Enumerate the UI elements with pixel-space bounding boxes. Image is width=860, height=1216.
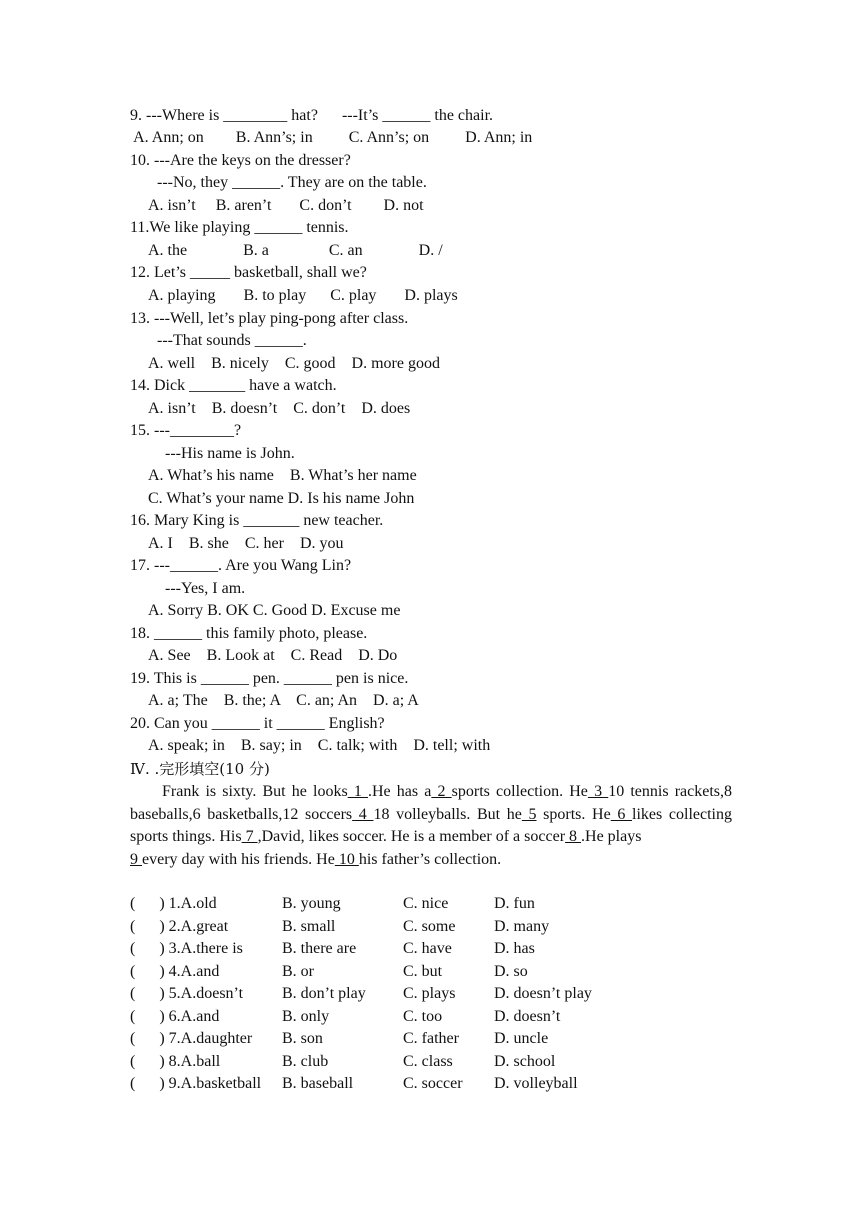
question-12-stem: 12. Let’s _____ basketball, shall we?	[130, 264, 367, 281]
question-15-options: A. What’s his name B. What’s her name	[148, 467, 417, 484]
cloze-text: sports. He	[536, 805, 611, 823]
cloze-text: likes collecting sports things. His	[130, 805, 732, 846]
cloze-blank-7: 7	[241, 828, 258, 846]
cloze-option-row-9	[130, 1074, 732, 1094]
option-b: B. don’t play	[282, 985, 366, 1002]
cloze-text: every day with his friends. He	[142, 850, 335, 868]
question-13-stem: 13. ---Well, let’s play ping-pong after class.	[130, 310, 409, 327]
option-b: B. there are	[282, 940, 357, 957]
cloze-blank-9: 9	[130, 850, 142, 868]
cloze-option-row-5	[130, 984, 732, 1004]
option-b: B. son	[282, 1030, 323, 1047]
cloze-blank-8: 8	[565, 828, 582, 846]
cloze-option-row-6	[130, 1007, 732, 1027]
option-c: C. some	[403, 918, 456, 935]
question-11-stem: 11.We like playing ______ tennis.	[130, 219, 349, 236]
option-c: C. have	[403, 940, 452, 957]
cloze-text: his father’s collection.	[358, 850, 502, 868]
question-11-options: A. the B. a C. an D. /	[148, 242, 443, 259]
option-b: B. small	[282, 918, 336, 935]
option-d: D. doesn’t	[494, 1008, 561, 1025]
question-10-stem: 10. ---Are the keys on the dresser?	[130, 152, 351, 169]
question-20-stem: 20. Can you ______ it ______ English?	[130, 715, 385, 732]
question-19-options: A. a; The B. the; A C. an; An D. a; A	[148, 692, 419, 709]
option-c: C. plays	[403, 985, 456, 1002]
question-14-options: A. isn’t B. doesn’t C. don’t D. does	[148, 400, 411, 417]
cloze-paragraph-1	[130, 781, 732, 849]
question-10-options: A. isn’t B. aren’t C. don’t D. not	[148, 197, 424, 214]
option-b: B. only	[282, 1008, 330, 1025]
option-d: D. school	[494, 1053, 556, 1070]
question-12-options: A. playing B. to play C. play D. plays	[148, 287, 458, 304]
cloze-option-row-2	[130, 917, 732, 937]
question-13-options: A. well B. nicely C. good D. more good	[148, 355, 440, 372]
cloze-option-row-3	[130, 939, 732, 959]
cloze-text: Frank is sixty. But he looks	[162, 783, 348, 800]
option-b: B. club	[282, 1053, 329, 1070]
cloze-option-row-7	[130, 1029, 732, 1049]
option-c: C. too	[403, 1008, 443, 1025]
question-9-options: A. Ann; on B. Ann’s; in C. Ann’s; on D. Ann; in	[130, 129, 533, 146]
cloze-option-row-8	[130, 1052, 732, 1072]
question-10-stem-reply: ---No, they ______. They are on the table.	[157, 174, 427, 191]
cloze-blank-1: 1	[347, 783, 368, 800]
option-c: C. but	[403, 963, 443, 980]
cloze-option-row-4	[130, 962, 732, 982]
option-c: C. soccer	[403, 1075, 463, 1092]
option-a: ( ) 8.A.ball	[130, 1053, 221, 1070]
cloze-text: .He plays	[581, 828, 642, 846]
option-d: D. uncle	[494, 1030, 549, 1047]
cloze-text: .He has a	[367, 783, 432, 800]
question-17-options: A. Sorry B. OK C. Good D. Excuse me	[148, 602, 401, 619]
cloze-paragraph-2	[130, 849, 732, 872]
cloze-blank-10: 10	[334, 850, 359, 868]
option-a: ( ) 6.A.and	[130, 1008, 220, 1025]
option-d: D. has	[494, 940, 535, 957]
question-15-stem-reply: ---His name is John.	[165, 445, 295, 462]
cloze-text: ,David, likes soccer. He is a member of a soccer	[257, 828, 566, 846]
cloze-option-row-1	[130, 894, 732, 914]
cloze-text: sports collection. He	[451, 783, 588, 800]
option-d: D. many	[494, 918, 550, 935]
option-b: B. young	[282, 895, 341, 912]
section-title: Ⅳ. .完形填空(10 分)	[130, 760, 270, 778]
question-15-options-2: C. What’s your name D. Is his name John	[148, 490, 415, 507]
option-a: ( ) 2.A.great	[130, 918, 229, 935]
option-b: B. or	[282, 963, 314, 980]
option-a: ( ) 1.A.old	[130, 895, 217, 912]
option-d: D. volleyball	[494, 1075, 578, 1092]
option-d: D. fun	[494, 895, 535, 912]
question-18-stem: 18. ______ this family photo, please.	[130, 625, 368, 642]
question-17-stem: 17. ---______. Are you Wang Lin?	[130, 557, 352, 574]
cloze-blank-2: 2	[431, 783, 452, 800]
option-a: ( ) 4.A.and	[130, 963, 220, 980]
cloze-blank-5: 5	[521, 805, 537, 823]
option-c: C. father	[403, 1030, 459, 1047]
option-c: C. nice	[403, 895, 449, 912]
question-20-options: A. speak; in B. say; in C. talk; with D. tell; with	[148, 737, 491, 754]
option-a: ( ) 5.A.doesn’t	[130, 985, 244, 1002]
option-a: ( ) 3.A.there is	[130, 940, 243, 957]
option-a: ( ) 7.A.daughter	[130, 1030, 253, 1047]
option-b: B. baseball	[282, 1075, 354, 1092]
option-a: ( ) 9.A.basketball	[130, 1075, 262, 1092]
cloze-text: 10 tennis rackets,8 baseballs,6 basketballs,12 soccers	[130, 783, 733, 823]
question-19-stem: 19. This is ______ pen. ______ pen is nice.	[130, 670, 409, 687]
question-9-stem: 9. ---Where is ________ hat? ---It’s ______ the chair.	[130, 107, 494, 124]
cloze-blank-6: 6	[610, 805, 633, 823]
question-13-stem-reply: ---That sounds ______.	[157, 332, 307, 349]
question-14-stem: 14. Dick _______ have a watch.	[130, 377, 337, 394]
option-d: D. so	[494, 963, 528, 980]
question-18-options: A. See B. Look at C. Read D. Do	[148, 647, 398, 664]
option-c: C. class	[403, 1053, 453, 1070]
question-17-stem-reply: ---Yes, I am.	[165, 580, 246, 597]
question-15-stem: 15. ---________?	[130, 422, 242, 439]
option-d: D. doesn’t play	[494, 985, 592, 1002]
cloze-blank-4: 4	[352, 805, 374, 823]
cloze-passage	[130, 781, 732, 871]
cloze-text: 18 volleyballs. But he	[373, 805, 522, 823]
question-16-stem: 16. Mary King is _______ new teacher.	[130, 512, 384, 529]
cloze-blank-3: 3	[587, 783, 609, 800]
question-16-options: A. I B. she C. her D. you	[148, 535, 344, 552]
